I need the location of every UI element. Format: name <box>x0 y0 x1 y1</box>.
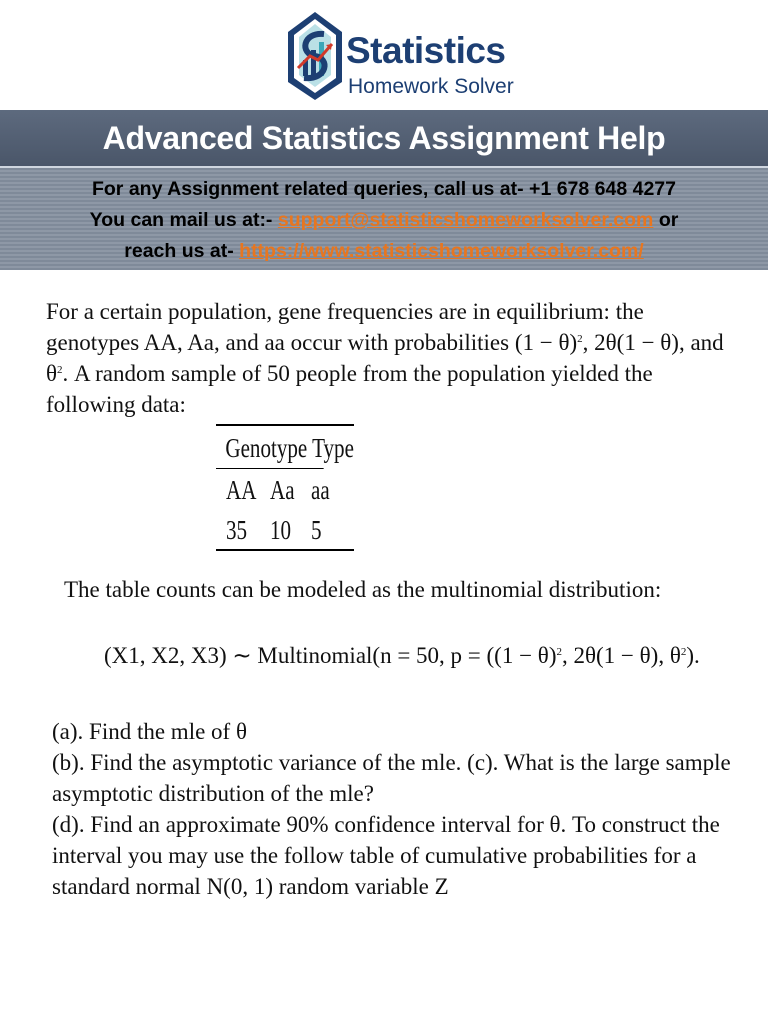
logo-title: Statistics <box>346 30 506 71</box>
intro-text-a: For a certain population, gene frequencies are in equilibrium: the genotypes AA, Aa, and aa occur with probabilities (1 − θ) <box>46 299 644 355</box>
table-header: Genotype Type <box>216 426 324 469</box>
intro-text-b: , 2θ(1 − θ), and θ <box>46 330 724 386</box>
title-banner <box>0 110 768 168</box>
question-b-c: (b). Find the asymptotic variance of the mle. (c). What is the large sample asymptotic distribution of the mle? <box>52 750 731 806</box>
website-line <box>0 236 768 267</box>
question-d: (d). Find an approximate 90% confidence interval for θ. To construct the interval you may use the follow table of cumulative probabilities for a standard normal N(0, 1) random variable Z <box>52 812 720 899</box>
logo <box>284 8 524 104</box>
problem-intro <box>46 296 736 420</box>
formula-sup-1: 2 <box>556 646 562 658</box>
contact-banner <box>0 168 768 270</box>
table-cell: AA <box>226 475 257 505</box>
table-cell: 10 <box>270 515 292 545</box>
logo-emblem-icon <box>284 10 346 102</box>
email-link[interactable]: support@statisticshomeworksolver.com <box>277 209 654 231</box>
table-row-counts <box>216 509 354 549</box>
table-cell: 35 <box>226 515 248 545</box>
email-suffix: or <box>653 209 679 231</box>
question-list <box>52 716 752 902</box>
table-row-genotypes <box>216 469 354 509</box>
email-prefix: You can mail us at:- <box>89 209 278 231</box>
formula-text-a: (X1, X2, X3) ∼ Multinomial(n = 50, p = ((1 − θ) <box>104 643 557 668</box>
intro-sup-1: 2 <box>577 333 583 345</box>
intro-text-c: . A random sample of 50 people from the population yielded the following data: <box>46 361 653 417</box>
website-prefix: reach us at- <box>124 240 240 262</box>
table-cell: aa <box>311 475 330 505</box>
question-a: (a). Find the mle of θ <box>52 719 247 744</box>
formula-text-c: ). <box>686 643 700 668</box>
phone-line: For any Assignment related queries, call us at- +1 678 648 4277 <box>91 178 676 200</box>
page-title: Advanced Statistics Assignment Help <box>102 119 666 156</box>
table-cell: Aa <box>270 475 295 505</box>
table-cell: 5 <box>311 515 322 545</box>
intro-sup-2: 2 <box>57 364 63 376</box>
formula-sup-2: 2 <box>680 646 687 658</box>
formula-text-b: , 2θ(1 − θ), θ <box>562 643 681 668</box>
genotype-table <box>216 424 354 551</box>
model-text: The table counts can be modeled as the multinomial distribution: <box>64 577 662 602</box>
logo-subtitle: Homework Solver <box>348 75 514 98</box>
multinomial-formula <box>104 640 744 671</box>
email-line <box>0 205 768 236</box>
website-link[interactable]: https://www.statisticshomeworksolver.com/ <box>239 240 644 262</box>
